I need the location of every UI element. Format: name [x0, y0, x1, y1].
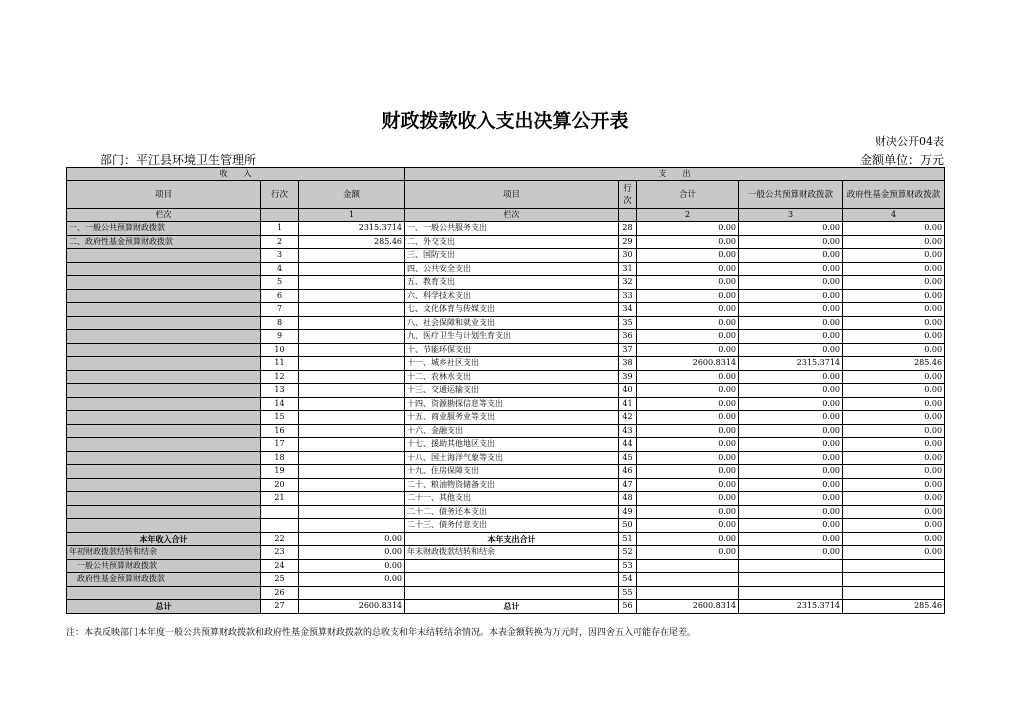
income-item: [67, 343, 261, 357]
expense-total: [637, 559, 739, 573]
income-item: [67, 276, 261, 290]
expense-item: 二十二、债务还本支出: [405, 505, 619, 519]
expense-row-no: 42: [619, 411, 637, 425]
expense-item: 十三、交通运输支出: [405, 384, 619, 398]
expense-item: 七、文化体育与传媒支出: [405, 303, 619, 317]
income-amount: [299, 465, 405, 479]
income-row-no: 23: [261, 546, 299, 560]
expense-general: [739, 586, 843, 600]
expense-govfund: 0.00: [843, 289, 945, 303]
table-row: [67, 262, 945, 276]
expense-govfund: 0.00: [843, 330, 945, 344]
income-item: [67, 397, 261, 411]
income-row-no: 12: [261, 370, 299, 384]
expense-general: [739, 573, 843, 587]
expense-row-no: 30: [619, 249, 637, 263]
expense-item: 二十三、债务付息支出: [405, 519, 619, 533]
expense-general: 0.00: [739, 478, 843, 492]
income-row-no: 10: [261, 343, 299, 357]
income-amount: [299, 424, 405, 438]
expense-total: 0.00: [637, 330, 739, 344]
income-amount: [299, 249, 405, 263]
expense-govfund: 0.00: [843, 519, 945, 533]
table-row: [67, 492, 945, 506]
income-amount: 0.00: [299, 559, 405, 573]
table-row: [67, 438, 945, 452]
expense-item: 十七、援助其他地区支出: [405, 438, 619, 452]
expense-header: 支 出: [405, 168, 945, 181]
expense-general: 0.00: [739, 249, 843, 263]
expense-general: 2315.3714: [739, 600, 843, 614]
expense-general: [739, 559, 843, 573]
income-header: 收 入: [67, 168, 405, 181]
income-amount: [299, 343, 405, 357]
income-amount: 0.00: [299, 532, 405, 546]
expense-govfund: 0.00: [843, 492, 945, 506]
expense-govfund: 285.46: [843, 600, 945, 614]
expense-total: 0.00: [637, 262, 739, 276]
income-row-no: [261, 505, 299, 519]
income-amount: [299, 505, 405, 519]
income-amount: [299, 289, 405, 303]
expense-govfund: [843, 559, 945, 573]
income-amount: [299, 330, 405, 344]
table-row: [67, 357, 945, 371]
table-row: [67, 586, 945, 600]
expense-item: 二、外交支出: [405, 235, 619, 249]
expense-general: 2315.3714: [739, 357, 843, 371]
income-row-no: 6: [261, 289, 299, 303]
income-item: 本年收入合计: [67, 532, 261, 546]
expense-general: 0.00: [739, 519, 843, 533]
expense-row-no: 49: [619, 505, 637, 519]
expense-item: 本年支出合计: [405, 532, 619, 546]
colno-1: 1: [299, 209, 405, 222]
table-row: [67, 222, 945, 236]
income-item: 年初财政拨款结转和结余: [67, 546, 261, 560]
expense-row-no: 51: [619, 532, 637, 546]
income-item: [67, 424, 261, 438]
income-row-no: 15: [261, 411, 299, 425]
income-amount: 0.00: [299, 573, 405, 587]
table-row: [67, 559, 945, 573]
income-item: [67, 384, 261, 398]
expense-total: 0.00: [637, 289, 739, 303]
expense-item: 二十、粮油物资储备支出: [405, 478, 619, 492]
income-item: [67, 492, 261, 506]
col-govfund-header: 政府性基金预算财政拨款: [843, 181, 945, 209]
income-row-no: 16: [261, 424, 299, 438]
income-item: [67, 262, 261, 276]
expense-total: 0.00: [637, 249, 739, 263]
income-row-no: 1: [261, 222, 299, 236]
department-label: 部门：平江县环境卫生管理所: [100, 153, 257, 167]
expense-govfund: 0.00: [843, 316, 945, 330]
expense-general: 0.00: [739, 492, 843, 506]
expense-row-no: 38: [619, 357, 637, 371]
colno-label2: 栏次: [405, 209, 619, 222]
income-item: [67, 249, 261, 263]
expense-general: 0.00: [739, 546, 843, 560]
expense-row-no: 34: [619, 303, 637, 317]
form-number: 财决公开04表: [875, 135, 944, 148]
expense-row-no: 39: [619, 370, 637, 384]
colno-blank: [261, 209, 299, 222]
expense-row-no: 52: [619, 546, 637, 560]
expense-govfund: 0.00: [843, 451, 945, 465]
col-item-header: 项目: [67, 181, 261, 209]
expense-item: 十一、城乡社区支出: [405, 357, 619, 371]
expense-total: 0.00: [637, 411, 739, 425]
expense-row-no: 35: [619, 316, 637, 330]
expense-govfund: 0.00: [843, 343, 945, 357]
income-row-no: 7: [261, 303, 299, 317]
col-amount-header: 金额: [299, 181, 405, 209]
expense-govfund: 0.00: [843, 249, 945, 263]
income-row-no: 9: [261, 330, 299, 344]
expense-total: 0.00: [637, 465, 739, 479]
income-row-no: 3: [261, 249, 299, 263]
table-row: [67, 303, 945, 317]
income-amount: 0.00: [299, 546, 405, 560]
expense-general: 0.00: [739, 424, 843, 438]
income-row-no: 8: [261, 316, 299, 330]
expense-total: 0.00: [637, 370, 739, 384]
expense-govfund: 0.00: [843, 532, 945, 546]
expense-row-no: 40: [619, 384, 637, 398]
income-item: [67, 370, 261, 384]
table-row: [67, 411, 945, 425]
expense-govfund: 0.00: [843, 384, 945, 398]
expense-item: 一、一般公共服务支出: [405, 222, 619, 236]
expense-general: 0.00: [739, 303, 843, 317]
expense-item: 四、公共安全支出: [405, 262, 619, 276]
budget-table: [66, 167, 945, 614]
income-amount: [299, 303, 405, 317]
income-item: 一、一般公共预算财政拨款: [67, 222, 261, 236]
expense-general: 0.00: [739, 289, 843, 303]
expense-general: 0.00: [739, 222, 843, 236]
expense-item: 十四、资源勘探信息等支出: [405, 397, 619, 411]
expense-row-no: 29: [619, 235, 637, 249]
table-row: [67, 316, 945, 330]
expense-row-no: 44: [619, 438, 637, 452]
unit-label: 金额单位：万元: [859, 153, 944, 167]
col-rowno-header: 行次: [261, 181, 299, 209]
expense-item: 年末财政拨款结转和结余: [405, 546, 619, 560]
expense-item: 九、医疗卫生与计划生育支出: [405, 330, 619, 344]
income-row-no: 4: [261, 262, 299, 276]
income-amount: [299, 411, 405, 425]
income-amount: [299, 316, 405, 330]
expense-total: 0.00: [637, 222, 739, 236]
income-amount: [299, 451, 405, 465]
expense-row-no: 33: [619, 289, 637, 303]
expense-general: 0.00: [739, 465, 843, 479]
income-row-no: 19: [261, 465, 299, 479]
expense-item: 八、社会保障和就业支出: [405, 316, 619, 330]
expense-general: 0.00: [739, 451, 843, 465]
expense-govfund: 0.00: [843, 262, 945, 276]
income-item: [67, 519, 261, 533]
expense-general: 0.00: [739, 411, 843, 425]
table-row: [67, 451, 945, 465]
income-item: [67, 505, 261, 519]
expense-general: 0.00: [739, 384, 843, 398]
colno-2: 2: [637, 209, 739, 222]
expense-item: 二十一、其他支出: [405, 492, 619, 506]
expense-total: 0.00: [637, 303, 739, 317]
expense-govfund: 0.00: [843, 411, 945, 425]
income-item: 政府性基金预算财政拨款: [67, 573, 261, 587]
expense-total: 0.00: [637, 438, 739, 452]
income-amount: 2315.3714: [299, 222, 405, 236]
expense-total: 0.00: [637, 424, 739, 438]
income-amount: [299, 357, 405, 371]
expense-total: [637, 573, 739, 587]
table-row: [67, 465, 945, 479]
income-amount: [299, 384, 405, 398]
income-item: [67, 478, 261, 492]
income-item: [67, 586, 261, 600]
income-amount: 285.46: [299, 235, 405, 249]
expense-row-no: 28: [619, 222, 637, 236]
expense-item: [405, 586, 619, 600]
income-item: [67, 357, 261, 371]
income-item: [67, 330, 261, 344]
expense-govfund: 0.00: [843, 303, 945, 317]
expense-general: 0.00: [739, 532, 843, 546]
income-amount: [299, 438, 405, 452]
income-amount: 2600.8314: [299, 600, 405, 614]
income-amount: [299, 276, 405, 290]
expense-govfund: [843, 586, 945, 600]
expense-govfund: 0.00: [843, 276, 945, 290]
income-row-no: 17: [261, 438, 299, 452]
colno-blank2: [619, 209, 637, 222]
income-row-no: 14: [261, 397, 299, 411]
table-row: [67, 384, 945, 398]
table-row: [67, 478, 945, 492]
expense-item: 十二、农林水支出: [405, 370, 619, 384]
expense-govfund: 0.00: [843, 465, 945, 479]
expense-govfund: 0.00: [843, 478, 945, 492]
income-row-no: 2: [261, 235, 299, 249]
expense-item: 十九、住房保障支出: [405, 465, 619, 479]
expense-total: 0.00: [637, 546, 739, 560]
expense-govfund: 0.00: [843, 370, 945, 384]
expense-general: 0.00: [739, 397, 843, 411]
expense-row-no: 45: [619, 451, 637, 465]
expense-total: 0.00: [637, 343, 739, 357]
expense-item: 五、教育支出: [405, 276, 619, 290]
expense-row-no: 48: [619, 492, 637, 506]
expense-item: 六、科学技术支出: [405, 289, 619, 303]
col-general-header: 一般公共预算财政拨款: [739, 181, 843, 209]
table-row: [67, 289, 945, 303]
income-item: [67, 438, 261, 452]
expense-total: 2600.8314: [637, 600, 739, 614]
colno-3: 3: [739, 209, 843, 222]
table-row: [67, 519, 945, 533]
table-row: [67, 370, 945, 384]
expense-govfund: [843, 573, 945, 587]
income-row-no: 22: [261, 532, 299, 546]
expense-govfund: 0.00: [843, 546, 945, 560]
expense-govfund: 285.46: [843, 357, 945, 371]
expense-govfund: 0.00: [843, 235, 945, 249]
income-item: [67, 451, 261, 465]
expense-govfund: 0.00: [843, 424, 945, 438]
expense-row-no: 32: [619, 276, 637, 290]
expense-item: 十、节能环保支出: [405, 343, 619, 357]
expense-item: [405, 559, 619, 573]
table-row: [67, 343, 945, 357]
expense-general: 0.00: [739, 330, 843, 344]
expense-govfund: 0.00: [843, 438, 945, 452]
expense-govfund: 0.00: [843, 397, 945, 411]
table-row: [67, 330, 945, 344]
col-item2-header: 项目: [405, 181, 619, 209]
income-row-no: 11: [261, 357, 299, 371]
footnote: 注：本表反映部门本年度一般公共预算财政拨款和政府性基金预算财政拨款的总收支和年末结转结余情况。本表金额转换为万元时，因四舍五入可能存在尾差。: [66, 628, 697, 638]
expense-item: 十五、商业服务业等支出: [405, 411, 619, 425]
expense-item: [405, 573, 619, 587]
income-item: [67, 411, 261, 425]
income-row-no: 26: [261, 586, 299, 600]
expense-row-no: 43: [619, 424, 637, 438]
income-row-no: 21: [261, 492, 299, 506]
income-amount: [299, 397, 405, 411]
table-row: [67, 573, 945, 587]
expense-total: 0.00: [637, 235, 739, 249]
expense-row-no: 37: [619, 343, 637, 357]
expense-row-no: 56: [619, 600, 637, 614]
income-row-no: 20: [261, 478, 299, 492]
expense-total: 0.00: [637, 451, 739, 465]
table-row: [67, 424, 945, 438]
expense-total: 2600.8314: [637, 357, 739, 371]
expense-general: 0.00: [739, 505, 843, 519]
col-rowno2-header: 行次: [619, 181, 637, 209]
expense-row-no: 55: [619, 586, 637, 600]
income-amount: [299, 478, 405, 492]
table-row: [67, 397, 945, 411]
expense-row-no: 41: [619, 397, 637, 411]
expense-total: 0.00: [637, 478, 739, 492]
income-amount: [299, 370, 405, 384]
expense-general: 0.00: [739, 262, 843, 276]
income-item: [67, 303, 261, 317]
table-row: [67, 600, 945, 614]
expense-general: 0.00: [739, 276, 843, 290]
expense-row-no: 53: [619, 559, 637, 573]
income-item: [67, 289, 261, 303]
expense-general: 0.00: [739, 343, 843, 357]
expense-row-no: 54: [619, 573, 637, 587]
expense-total: 0.00: [637, 384, 739, 398]
expense-item: 总计: [405, 600, 619, 614]
expense-general: 0.00: [739, 316, 843, 330]
expense-item: 三、国防支出: [405, 249, 619, 263]
income-amount: [299, 586, 405, 600]
income-row-no: 18: [261, 451, 299, 465]
expense-total: 0.00: [637, 519, 739, 533]
expense-total: 0.00: [637, 316, 739, 330]
expense-item: 十八、国土海洋气象等支出: [405, 451, 619, 465]
table-row: [67, 235, 945, 249]
expense-row-no: 31: [619, 262, 637, 276]
expense-row-no: 46: [619, 465, 637, 479]
expense-row-no: 36: [619, 330, 637, 344]
page-title: 财政拨款收入支出决算公开表: [381, 110, 629, 132]
expense-total: 0.00: [637, 532, 739, 546]
income-item: [67, 465, 261, 479]
income-item: 一般公共预算财政拨款: [67, 559, 261, 573]
expense-general: 0.00: [739, 370, 843, 384]
expense-item: 十六、金融支出: [405, 424, 619, 438]
expense-total: 0.00: [637, 505, 739, 519]
expense-total: [637, 586, 739, 600]
colno-4: 4: [843, 209, 945, 222]
expense-row-no: 50: [619, 519, 637, 533]
colno-label: 栏次: [67, 209, 261, 222]
expense-general: 0.00: [739, 235, 843, 249]
table-row: [67, 276, 945, 290]
table-row: [67, 505, 945, 519]
expense-govfund: 0.00: [843, 222, 945, 236]
income-row-no: [261, 519, 299, 533]
income-amount: [299, 519, 405, 533]
income-item: 二、政府性基金预算财政拨款: [67, 235, 261, 249]
income-item: 总计: [67, 600, 261, 614]
table-row: [67, 532, 945, 546]
expense-total: 0.00: [637, 397, 739, 411]
income-row-no: 13: [261, 384, 299, 398]
expense-total: 0.00: [637, 492, 739, 506]
income-row-no: 27: [261, 600, 299, 614]
expense-general: 0.00: [739, 438, 843, 452]
expense-total: 0.00: [637, 276, 739, 290]
table-row: [67, 546, 945, 560]
col-total-header: 合计: [637, 181, 739, 209]
income-row-no: 24: [261, 559, 299, 573]
income-row-no: 5: [261, 276, 299, 290]
income-item: [67, 316, 261, 330]
income-amount: [299, 262, 405, 276]
expense-govfund: 0.00: [843, 505, 945, 519]
income-row-no: 25: [261, 573, 299, 587]
income-amount: [299, 492, 405, 506]
table-row: [67, 249, 945, 263]
expense-row-no: 47: [619, 478, 637, 492]
